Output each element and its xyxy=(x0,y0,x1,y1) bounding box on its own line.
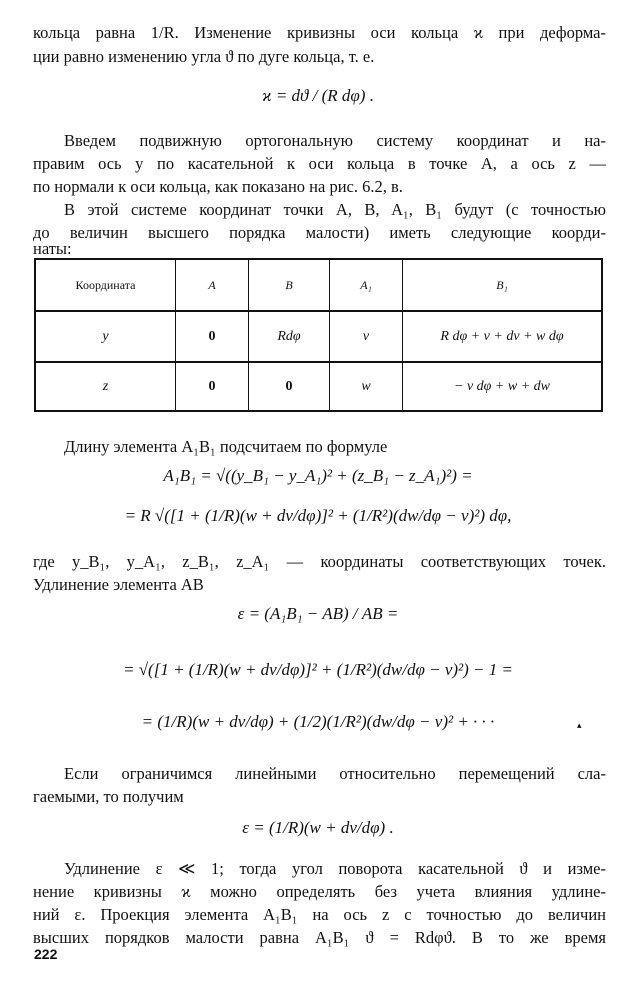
text-line-13: гаемыми, то получим xyxy=(33,787,184,806)
table-row xyxy=(35,362,602,411)
text-line-7: до величин высшего порядка малости) иметь следующие коорди- xyxy=(33,223,606,242)
equation-elongation-3: = (1/R)(w + dv/dφ) + (1/2)(1/R²)(dw/dφ − v)² + · · · xyxy=(141,712,495,731)
text-line-4: правим ось y по касательной к оси кольца в точке A, а ось z — xyxy=(33,154,606,173)
table-header-cell: B xyxy=(249,259,330,311)
text-line-16: ний ε. Проекция элемента A₁B₁ на ось z с точностью до величин xyxy=(33,905,606,924)
page-number: 222 xyxy=(34,946,58,962)
table-cell: Rdφ xyxy=(249,311,330,362)
coordinates-table xyxy=(34,258,603,412)
table-cell: y xyxy=(35,311,176,362)
equation-elongation-2: = √([1 + (1/R)(w + dv/dφ)]² + (1/R²)(dw/dφ − v)²) − 1 = xyxy=(122,660,513,679)
equation-length-1: A₁B₁ = √((y_B₁ − y_A₁)² + (z_B₁ − z_A₁)²) = xyxy=(163,466,473,485)
text-line-9: Длину элемента A₁B₁ подсчитаем по формуле xyxy=(64,437,388,456)
table-header-cell: A xyxy=(176,259,249,311)
table-cell: z xyxy=(35,362,176,411)
text-line-2: ции равно изменению угла ϑ по дуге кольца, т. е. xyxy=(33,47,375,66)
equation-curvature: ϰ = dϑ / (R dφ) . xyxy=(262,86,374,105)
table-cell: v xyxy=(330,311,403,362)
table-header-cell: B₁ xyxy=(403,259,603,311)
table-header-cell: A₁ xyxy=(330,259,403,311)
text-line-1: кольца равна 1/R. Изменение кривизны оси кольца ϰ при деформа- xyxy=(33,23,606,42)
text-line-12: Если ограничимся линейными относительно перемещений сла- xyxy=(64,764,606,783)
text-line-10: где y_B₁, y_A₁, z_B₁, z_A₁ — координаты соответствующих точек. xyxy=(33,552,606,571)
equation-length-2: = R √([1 + (1/R)(w + dv/dφ)]² + (1/R²)(dw/dφ − v)²) dφ, xyxy=(124,506,512,525)
table-cell: 0 xyxy=(176,311,249,362)
text-line-14: Удлинение ε ≪ 1; тогда угол поворота касательной ϑ и изме- xyxy=(64,859,606,878)
table-cell: R dφ + v + dv + w dφ xyxy=(403,311,603,362)
table-cell: − v dφ + w + dw xyxy=(403,362,603,411)
table-cell: 0 xyxy=(176,362,249,411)
text-line-11: Удлинение элемента AB xyxy=(33,575,204,594)
print-mark: ▴ xyxy=(577,720,582,730)
table-cell: w xyxy=(330,362,403,411)
text-line-17: высших порядков малости равна A₁B₁ ϑ = Rdφϑ. В то же время xyxy=(33,928,606,947)
table-header-cell: Координата xyxy=(35,259,176,311)
text-line-3: Введем подвижную ортогональную систему координат и на- xyxy=(64,131,606,150)
equation-elongation-1: ε = (A₁B₁ − AB) / AB = xyxy=(237,604,399,623)
table-cell: 0 xyxy=(249,362,330,411)
table-row xyxy=(35,311,602,362)
text-line-6: В этой системе координат точки A, B, A₁, B₁ будут (с точностью xyxy=(64,200,606,219)
text-line-8: наты: xyxy=(33,239,72,258)
text-line-5: по нормали к оси кольца, как показано на рис. 6.2, в. xyxy=(33,177,403,196)
equation-linear: ε = (1/R)(w + dv/dφ) . xyxy=(242,818,394,837)
table-header-row xyxy=(35,259,602,311)
text-line-15: нение кривизны ϰ можно определять без учета влияния удлине- xyxy=(33,882,606,901)
